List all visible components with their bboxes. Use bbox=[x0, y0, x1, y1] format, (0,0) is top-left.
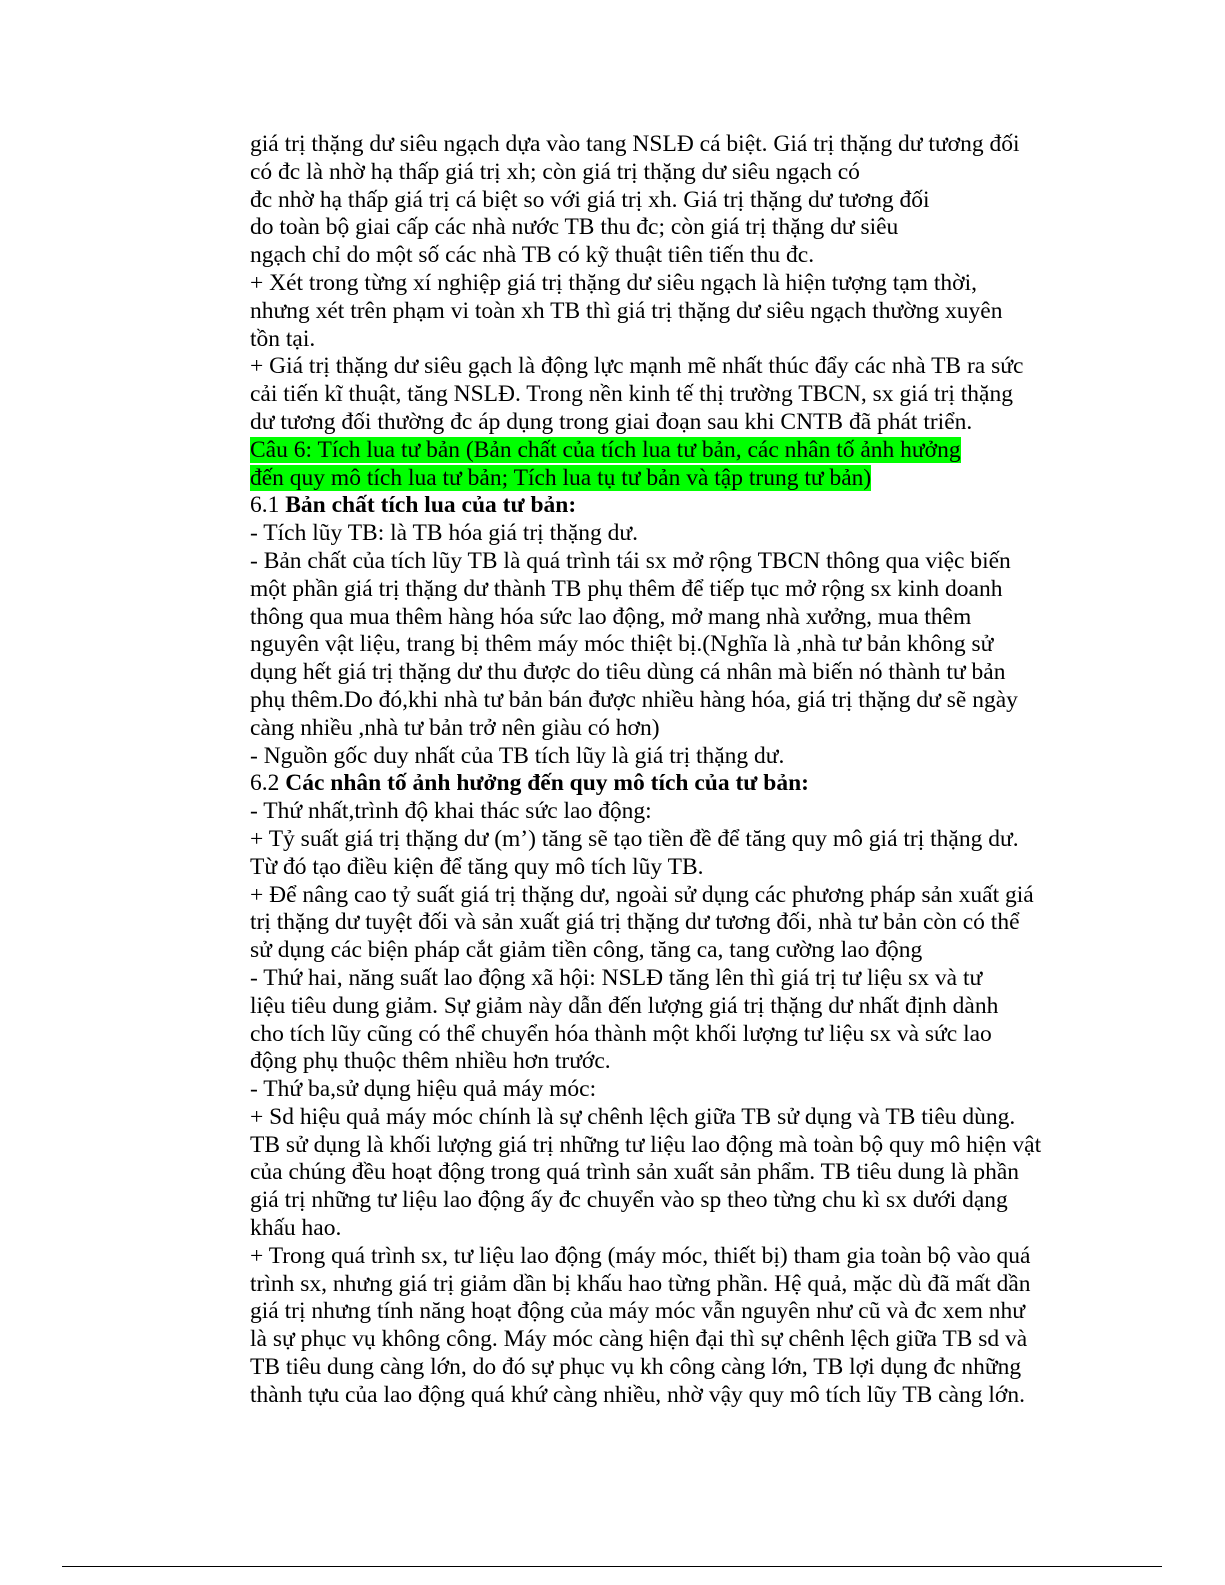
text-line: trình sx, nhưng giá trị giảm dần bị khấu hao từng phần. Hệ quả, mặc dù đã mất dần bbox=[250, 1270, 1031, 1297]
text-line: thành tựu của lao động quá khứ càng nhiều, nhờ vậy quy mô tích lũy TB càng lớn. bbox=[250, 1381, 1025, 1408]
text-line: là sự phục vụ không công. Máy móc càng hiện đại thì sự chênh lệch giữa TB sd và bbox=[250, 1326, 1028, 1353]
text-line: phụ thêm.Do đó,khi nhà tư bản bán được nhiều hàng hóa, giá trị thặng dư sẽ ngày bbox=[250, 686, 1018, 713]
text-line: trị thặng dư tuyệt đối và sản xuất giá trị thặng dư tương đối, nhà tư bản còn có thể bbox=[250, 909, 1020, 936]
text-line: ngạch chỉ do một số các nhà TB có kỹ thuật tiên tiến thu đc. bbox=[250, 242, 815, 269]
text-line: - Thứ hai, năng suất lao động xã hội: NSLĐ tăng lên thì giá trị tư liệu sx và tư bbox=[250, 964, 983, 991]
text-line: - Thứ ba,sử dụng hiệu quả máy móc: bbox=[250, 1076, 597, 1103]
text-line bbox=[250, 465, 1080, 493]
section-title: Các nhân tố ảnh hưởng đến quy mô tích của tư bản: bbox=[285, 770, 809, 797]
text-line: - Thứ nhất,trình độ khai thác sức lao động: bbox=[250, 798, 652, 825]
text-line: nguyên vật liệu, trang bị thêm máy móc thiệt bị.(Nghĩa là ,nhà tư bản không sử bbox=[250, 631, 994, 658]
section-6-2-body bbox=[250, 798, 1080, 1410]
text-line: - Nguồn gốc duy nhất của TB tích lũy là giá trị thặng dư. bbox=[250, 742, 785, 769]
text-line: Từ đó tạo điều kiện để tăng quy mô tích lũy TB. bbox=[250, 853, 704, 880]
page-bottom-rule bbox=[62, 1566, 1162, 1567]
text-line: càng nhiều ,nhà tư bản trở nên giàu có hơn) bbox=[250, 714, 660, 741]
text-line: cải tiến kĩ thuật, tăng NSLĐ. Trong nền kinh tế thị trường TBCN, sx giá trị thặng bbox=[250, 381, 1013, 408]
document-body bbox=[250, 131, 1080, 1410]
text-line bbox=[250, 437, 1080, 465]
text-line: + Tỷ suất giá trị thặng dư (m’) tăng sẽ tạo tiền đề để tăng quy mô giá trị thặng dư. bbox=[250, 825, 1019, 852]
text-line: TB tiêu dung càng lớn, do đó sự phục vụ kh công càng lớn, TB lợi dụng đc những bbox=[250, 1354, 1022, 1381]
text-line: cho tích lũy cũng có thể chuyển hóa thành một khối lượng tư liệu sx và sức lao bbox=[250, 1020, 992, 1047]
text-line: một phần giá trị thặng dư thành TB phụ thêm để tiếp tục mở rộng sx kinh doanh bbox=[250, 575, 1003, 602]
text-line: + Xét trong từng xí nghiệp giá trị thặng dư siêu ngạch là hiện tượng tạm thời, bbox=[250, 269, 978, 296]
text-line: dụng hết giá trị thặng dư thu được do tiêu dùng cá nhân mà biến nó thành tư bản bbox=[250, 659, 1006, 686]
text-line: nhưng xét trên phạm vi toàn xh TB thì giá trị thặng dư siêu ngạch thường xuyên bbox=[250, 297, 1003, 324]
text-line: dư tương đối thường đc áp dụng trong giai đoạn sau khi CNTB đã phát triển. bbox=[250, 408, 973, 435]
text-line: liệu tiêu dung giảm. Sự giảm này dẫn đến lượng giá trị thặng dư nhất định dành bbox=[250, 992, 999, 1019]
text-line: + Để nâng cao tỷ suất giá trị thặng dư, ngoài sử dụng các phương pháp sản xuất giá bbox=[250, 881, 1034, 908]
section-6-2-heading bbox=[250, 770, 1080, 798]
text-line: - Tích lũy TB: là TB hóa giá trị thặng dư. bbox=[250, 520, 639, 547]
section-6-1-body bbox=[250, 520, 1080, 770]
text-line: + Giá trị thặng dư siêu gạch là động lực mạnh mẽ nhất thúc đẩy các nhà TB ra sức bbox=[250, 353, 1024, 380]
section-6-1-heading bbox=[250, 492, 1080, 520]
text-line: do toàn bộ giai cấp các nhà nước TB thu đc; còn giá trị thặng dư siêu bbox=[250, 214, 899, 241]
text-line: của chúng đều hoạt động trong quá trình sản xuất sản phẩm. TB tiêu dung là phần bbox=[250, 1159, 1020, 1186]
section-title: Bản chất tích lua của tư bản: bbox=[285, 492, 577, 519]
text-line: đc nhờ hạ thấp giá trị cá biệt so với giá trị xh. Giá trị thặng dư tương đối bbox=[250, 186, 930, 213]
text-line: giá trị nhưng tính năng hoạt động của máy móc vẫn nguyên như cũ và đc xem như bbox=[250, 1298, 1026, 1325]
highlighted-text: Câu 6: Tích lua tư bản (Bản chất của tích lua tư bản, các nhân tố ảnh hưởng bbox=[250, 436, 961, 463]
text-line: động phụ thuộc thêm nhiều hơn trước. bbox=[250, 1048, 611, 1075]
text-line: TB sử dụng là khối lượng giá trị những tư liệu lao động mà toàn bộ quy mô hiện vật bbox=[250, 1131, 1042, 1158]
text-line: sử dụng các biện pháp cắt giảm tiền công, tăng ca, tang cường lao động bbox=[250, 937, 923, 964]
section-number: 6.2 bbox=[250, 770, 286, 797]
text-line: + Trong quá trình sx, tư liệu lao động (máy móc, thiết bị) tham gia toàn bộ vào quá bbox=[250, 1242, 1031, 1269]
text-line: giá trị những tư liệu lao động ấy đc chuyển vào sp theo từng chu kì sx dưới dạng bbox=[250, 1187, 1008, 1214]
section-number: 6.1 bbox=[250, 492, 286, 519]
text-line: giá trị thặng dư siêu ngạch dựa vào tang NSLĐ cá biệt. Giá trị thặng dư tương đối bbox=[250, 131, 1020, 157]
text-line: - Bản chất của tích lũy TB là quá trình tái sx mở rộng TBCN thông qua việc biến bbox=[250, 547, 1011, 574]
intro-paragraphs bbox=[250, 131, 1080, 437]
text-line: có đc là nhờ hạ thấp giá trị xh; còn giá trị thặng dư siêu ngạch có bbox=[250, 158, 860, 185]
highlighted-text: đến quy mô tích lua tư bản; Tích lua tụ tư bản và tập trung tư bản) bbox=[250, 464, 872, 491]
text-line: thông qua mua thêm hàng hóa sức lao động, mở mang nhà xưởng, mua thêm bbox=[250, 603, 972, 630]
question-heading bbox=[250, 437, 1080, 493]
text-line: tồn tại. bbox=[250, 325, 316, 352]
text-line: + Sd hiệu quả máy móc chính là sự chênh lệch giữa TB sử dụng và TB tiêu dùng. bbox=[250, 1103, 1016, 1130]
text-line: khấu hao. bbox=[250, 1215, 342, 1242]
